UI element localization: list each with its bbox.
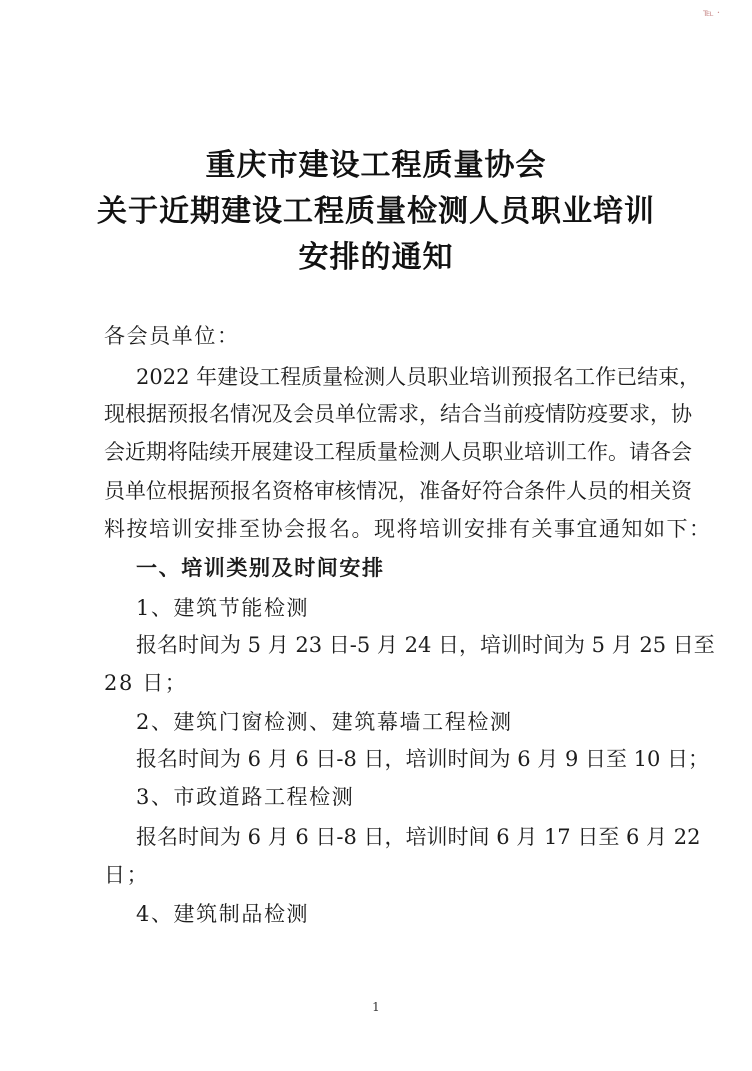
intro-line-5: 料按培训安排至协会报名。现将培训安排有关事宜通知如下：: [104, 517, 712, 541]
corner-mark: ℡ ·: [703, 8, 721, 19]
item-2-line-1: 报名时间为 6 月 6 日-8 日，培训时间为 6 月 9 日至 10 日；: [136, 747, 710, 771]
salutation: 各会员单位：: [104, 324, 240, 348]
title-line-2: 关于近期建设工程质量检测人员职业培训: [97, 194, 655, 229]
intro-line-4: 员单位根据预报名资格审核情况，准备好符合条件人员的相关资: [104, 479, 692, 503]
item-2-title: 2、建筑门窗检测、建筑幕墙工程检测: [136, 710, 513, 734]
title-line-3: 安排的通知: [298, 240, 454, 275]
item-1-line-1: 报名时间为 5 月 23 日-5 月 24 日，培训时间为 5 月 25 日至: [136, 633, 715, 657]
intro-line-2: 现根据预报名情况及会员单位需求，结合当前疫情防疫要求，协: [104, 402, 692, 426]
item-1-title: 1、建筑节能检测: [136, 596, 310, 620]
intro-line-1: 2022 年建设工程质量检测人员职业培训预报名工作已结束，: [136, 365, 701, 389]
item-3-line-2: 日；: [104, 863, 150, 887]
title-line-1: 重庆市建设工程质量协会: [205, 148, 547, 183]
intro-line-3: 会近期将陆续开展建设工程质量检测人员职业培训工作。请各会: [104, 440, 692, 464]
item-3-line-1: 报名时间为 6 月 6 日-8 日，培训时间 6 月 17 日至 6 月 22: [136, 825, 701, 849]
section-heading-1: 一、培训类别及时间安排: [136, 556, 385, 580]
page-number: 1: [372, 1000, 380, 1014]
item-1-line-2: 28 日；: [104, 671, 188, 695]
item-4-title: 4、建筑制品检测: [136, 902, 310, 926]
item-3-title: 3、市政道路工程检测: [136, 785, 355, 809]
